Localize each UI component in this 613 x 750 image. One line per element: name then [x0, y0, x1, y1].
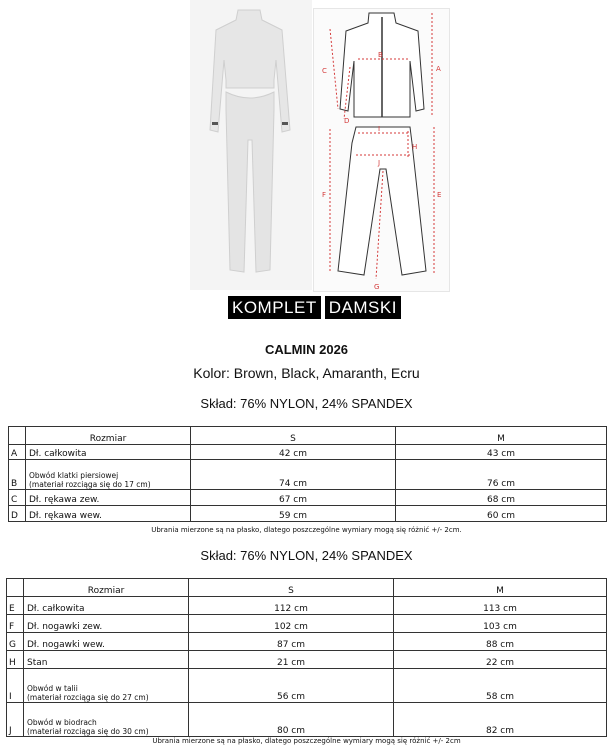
row-code: C	[9, 490, 26, 506]
label-i: I	[378, 125, 381, 133]
header-s: S	[191, 427, 396, 445]
table-row	[7, 597, 607, 615]
value-m: 113 cm	[394, 597, 607, 615]
bottom-measure-note: Ubrania mierzone są na płasko, dlatego poszczególne wymiary mogą się różnić +/- 2cm	[152, 737, 461, 745]
header-size: Rozmiar	[26, 427, 191, 445]
model-name: CALMIN 2026	[264, 342, 349, 357]
table-header-row	[9, 427, 607, 445]
row-name: Stan	[24, 651, 189, 669]
row-name	[24, 669, 189, 703]
banner-word-1: KOMPLET	[228, 296, 321, 319]
row-name: Dł. rękawa zew.	[26, 490, 191, 506]
value-s: 112 cm	[189, 597, 394, 615]
value-m: 88 cm	[394, 633, 607, 651]
value-s: 102 cm	[189, 615, 394, 633]
product-photo	[190, 0, 312, 290]
banner-word-2: DAMSKI	[325, 296, 401, 319]
table-row	[7, 703, 607, 737]
measurement-diagram	[314, 9, 449, 291]
row-name: Dł. całkowita	[24, 597, 189, 615]
label-a: A	[436, 65, 441, 73]
value-m: 103 cm	[394, 615, 607, 633]
value-m: 76 cm	[396, 460, 607, 490]
title-banner	[228, 296, 401, 319]
row-code: G	[7, 633, 24, 651]
value-s: 67 cm	[191, 490, 396, 506]
top-composition: Skład: 76% NYLON, 24% SPANDEX	[200, 396, 413, 411]
value-m: 60 cm	[396, 506, 607, 522]
row-code: A	[9, 445, 26, 460]
value-s: 42 cm	[191, 445, 396, 460]
top-measure-note: Ubrania mierzone są na płasko, dlatego poszczególne wymiary mogą się różnić +/- 2cm.	[151, 526, 462, 534]
row-name-main: Obwód klatki piersiowej	[29, 471, 119, 480]
table-row	[9, 506, 607, 522]
table-row	[9, 460, 607, 490]
header-s: S	[189, 579, 394, 597]
value-m: 58 cm	[394, 669, 607, 703]
value-s: 87 cm	[189, 633, 394, 651]
table-row	[9, 445, 607, 460]
outfit-illustration	[190, 0, 312, 290]
value-m: 22 cm	[394, 651, 607, 669]
header-m: M	[396, 427, 607, 445]
row-name: Dł. nogawki zew.	[24, 615, 189, 633]
label-c: C	[322, 67, 327, 75]
value-m: 82 cm	[394, 703, 607, 737]
row-name: Dł. całkowita	[26, 445, 191, 460]
label-f: F	[322, 191, 327, 199]
bottom-size-table	[6, 578, 607, 737]
table-row	[7, 615, 607, 633]
color-options: Kolor: Brown, Black, Amaranth, Ecru	[193, 365, 420, 381]
row-code: F	[7, 615, 24, 633]
value-m: 43 cm	[396, 445, 607, 460]
row-name-main: Obwód w talii	[27, 684, 78, 693]
label-j: J	[378, 159, 381, 167]
bottom-composition: Skład: 76% NYLON, 24% SPANDEX	[200, 548, 413, 563]
value-s: 74 cm	[191, 460, 396, 490]
row-name	[26, 460, 191, 490]
top-size-table	[8, 426, 607, 522]
row-name	[24, 703, 189, 737]
value-s: 59 cm	[191, 506, 396, 522]
row-name-note: (materiał rozciąga się do 17 cm)	[29, 480, 151, 489]
row-code: I	[7, 669, 24, 703]
label-e: E	[437, 191, 442, 199]
table-row	[7, 669, 607, 703]
value-s: 21 cm	[189, 651, 394, 669]
technical-sketch	[313, 8, 450, 292]
value-s: 56 cm	[189, 669, 394, 703]
label-g: G	[374, 283, 380, 291]
row-name-note: (materiał rozciąga się do 27 cm)	[27, 693, 149, 702]
row-code: E	[7, 597, 24, 615]
row-name-main: Obwód w biodrach	[27, 718, 97, 727]
header-m: M	[394, 579, 607, 597]
row-code: H	[7, 651, 24, 669]
table-row	[7, 651, 607, 669]
value-s: 80 cm	[189, 703, 394, 737]
row-code: D	[9, 506, 26, 522]
table-row	[9, 490, 607, 506]
label-d: D	[344, 117, 350, 125]
row-name-note: (materiał rozciąga się do 30 cm)	[27, 727, 149, 736]
row-name: Dł. nogawki wew.	[24, 633, 189, 651]
label-b: B	[378, 51, 383, 59]
row-code: J	[7, 703, 24, 737]
row-name: Dł. rękawa wew.	[26, 506, 191, 522]
value-m: 68 cm	[396, 490, 607, 506]
table-row	[7, 633, 607, 651]
header-size: Rozmiar	[24, 579, 189, 597]
table-header-row	[7, 579, 607, 597]
label-h: H	[412, 143, 418, 151]
row-code: B	[9, 460, 26, 490]
